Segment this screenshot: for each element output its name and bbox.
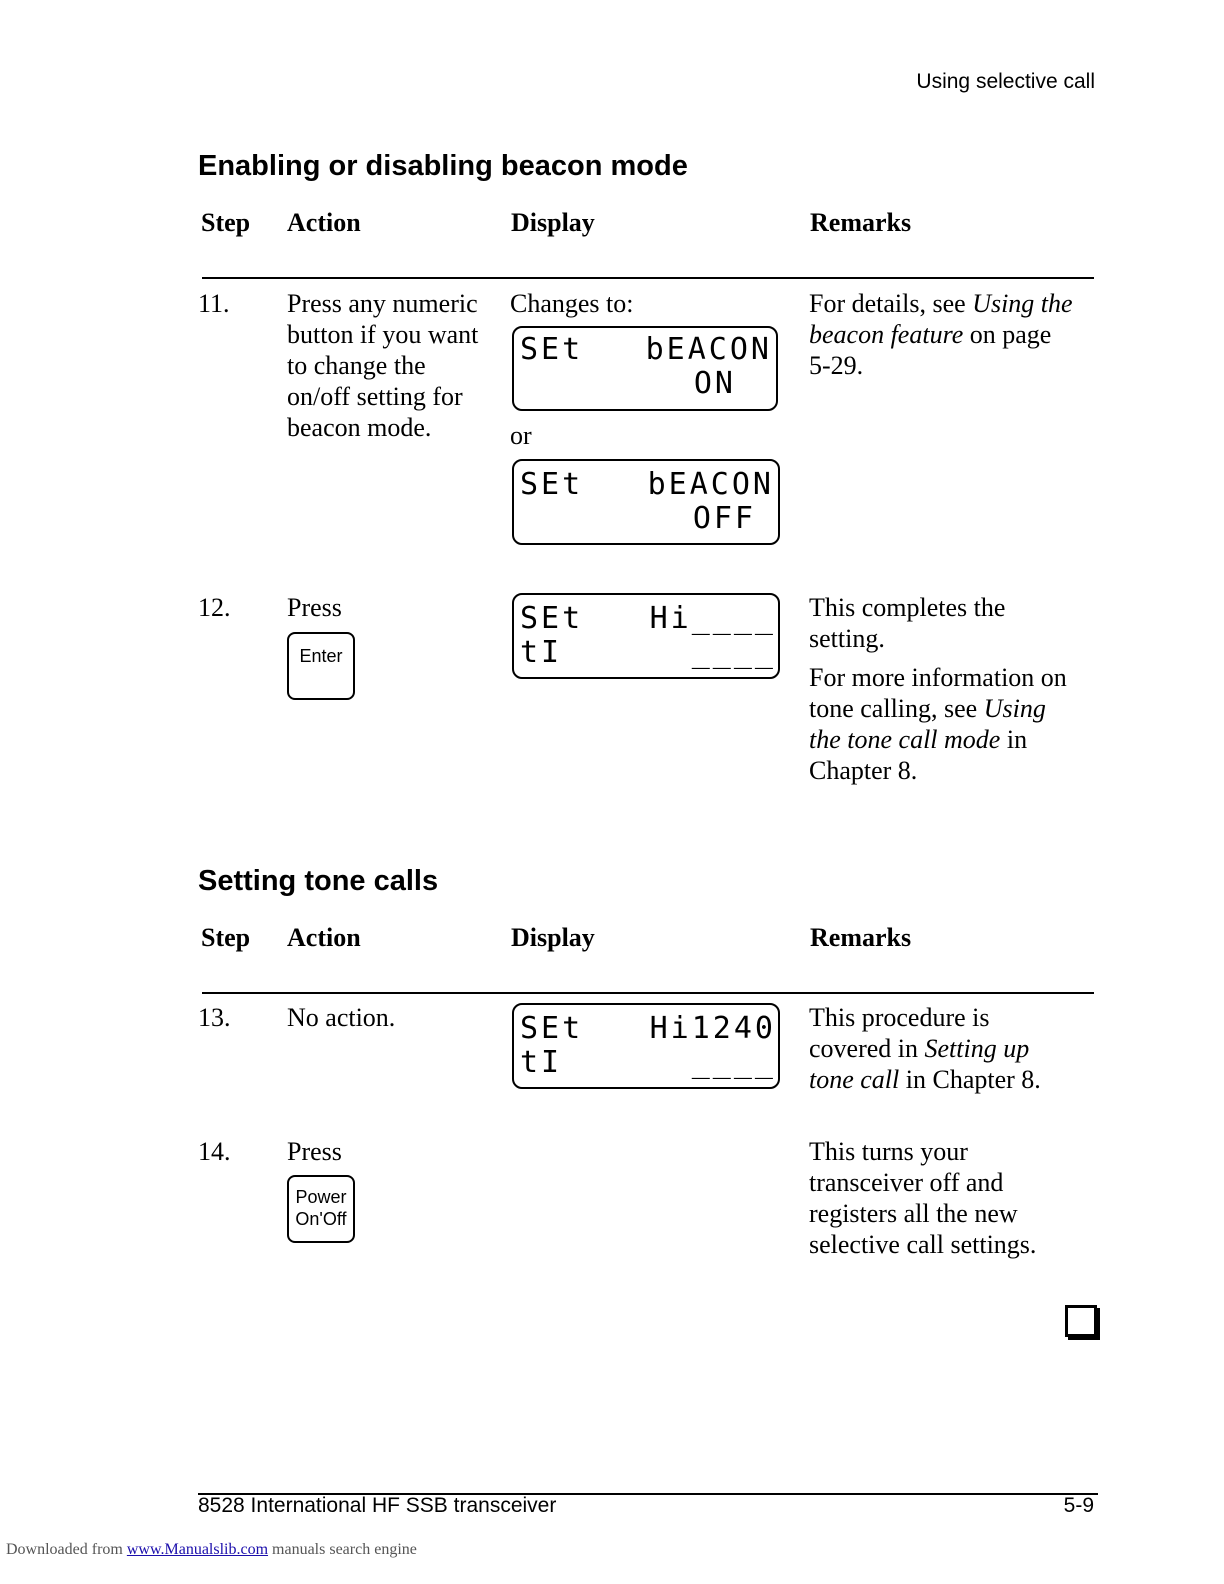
step-number: 11.: [198, 289, 230, 318]
display-intro: Changes to:: [510, 289, 634, 318]
remarks-text: This completes the setting. For more information on tone calling, see Using the tone call mode in Chapter 8.: [809, 593, 1067, 785]
end-of-section-box-icon: [1065, 1305, 1097, 1337]
footer-page-number: 5-9: [1063, 1494, 1094, 1517]
footer-product: 8528 International HF SSB transceiver: [198, 1494, 557, 1517]
manualslib-link[interactable]: www.Manualslib.com: [126, 1541, 269, 1558]
col-remarks: Remarks: [810, 208, 912, 237]
remarks-text: This procedure is covered in Setting up tone call in Chapter 8.: [809, 1003, 1041, 1094]
table-rule: [202, 277, 1094, 279]
col-display: Display: [511, 208, 595, 237]
col-remarks: Remarks: [810, 923, 912, 952]
col-display: Display: [511, 923, 595, 952]
power-on-off-key: Power On'Off: [287, 1175, 355, 1243]
step-number: 13.: [198, 1003, 231, 1032]
action-text: No action.: [287, 1003, 396, 1032]
col-step: Step: [201, 923, 251, 952]
lcd-display-beacon-off: SEt bEACON OFF: [512, 459, 780, 545]
running-header: Using selective call: [916, 70, 1095, 93]
enter-key: Enter: [287, 632, 355, 700]
or-text: or: [510, 421, 532, 450]
lcd-display-tone: SEt Hi____ tI ____: [512, 593, 780, 679]
step-number: 12.: [198, 593, 231, 622]
lcd-display-beacon-on: SEt bEACON ON: [512, 326, 778, 411]
col-step: Step: [201, 208, 251, 237]
section-title-beacon: Enabling or disabling beacon mode: [198, 150, 688, 182]
remarks-text: This turns your transceiver off and registers all the new selective call settings.: [809, 1137, 1037, 1259]
col-action: Action: [287, 208, 361, 237]
table-rule: [202, 992, 1094, 994]
remarks-text: For details, see Using the beacon feature on page 5-29.: [809, 289, 1073, 380]
download-note: Downloaded from www.Manualslib.com manuals search engine: [6, 1541, 417, 1558]
section-title-tone-calls: Setting tone calls: [198, 865, 439, 897]
lcd-display-tone-1240: SEt Hi1240 tI ____: [512, 1003, 780, 1089]
col-action: Action: [287, 923, 361, 952]
action-text: Press any numeric button if you want to change the on/off setting for beacon mode.: [287, 289, 479, 442]
action-text: Press: [287, 593, 342, 622]
action-text: Press: [287, 1137, 342, 1166]
step-number: 14.: [198, 1137, 231, 1166]
